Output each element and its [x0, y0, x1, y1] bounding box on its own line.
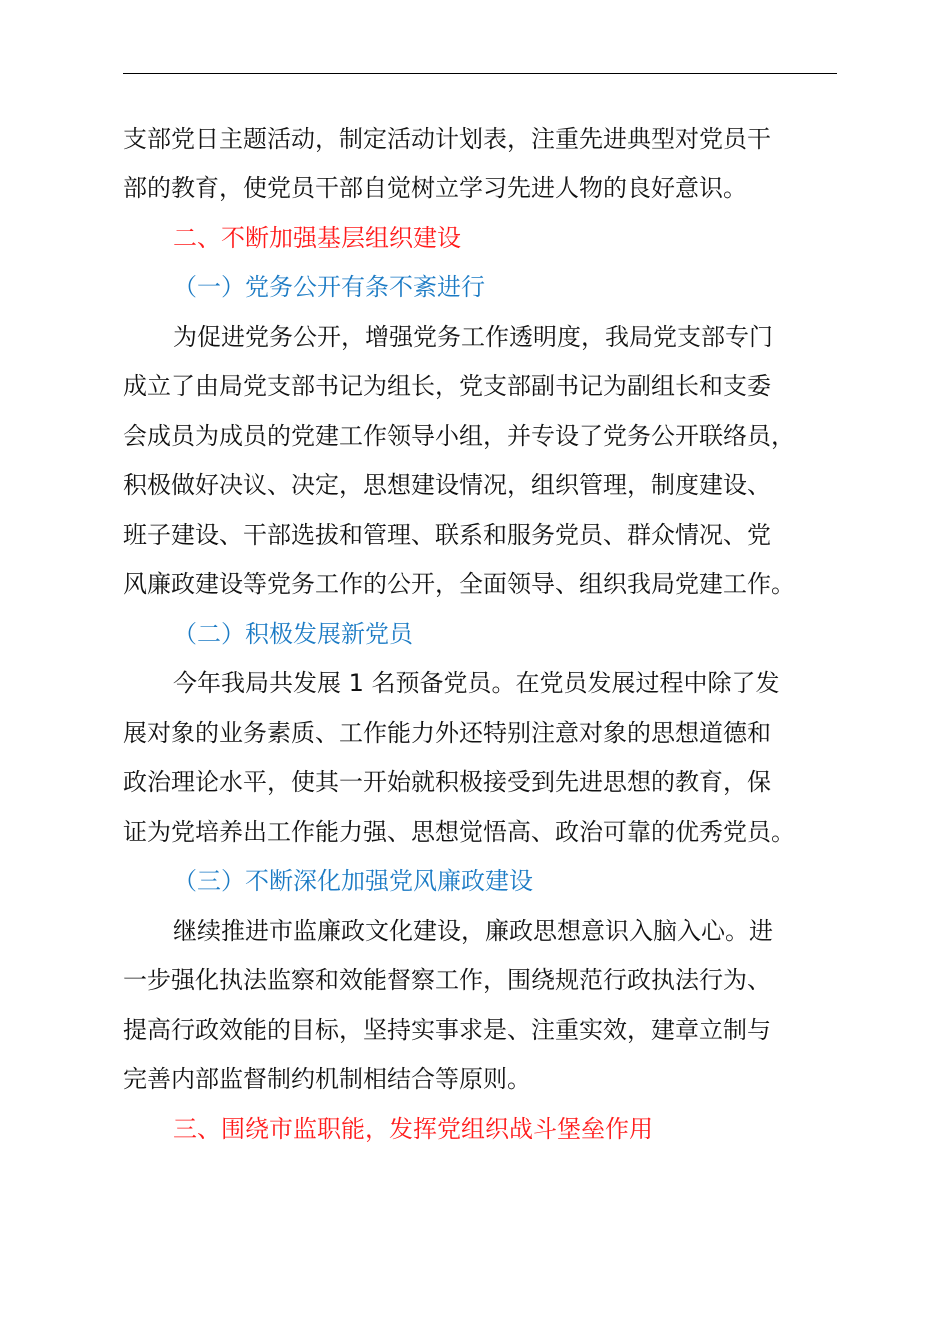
subsection-heading-2: （二）积极发展新党员	[173, 620, 413, 648]
body-line: 积极做好决议、决定，思想建设情况，组织管理，制度建设、	[123, 471, 771, 499]
body-line: 风廉政建设等党务工作的公开，全面领导、组织我局党建工作。	[123, 570, 795, 598]
header-rule	[123, 73, 837, 74]
body-line: 会成员为成员的党建工作领导小组，并专设了党务公开联络员，	[123, 422, 795, 450]
section-heading-2: 二、不断加强基层组织建设	[173, 224, 461, 252]
body-line: 部的教育，使党员干部自觉树立学习先进人物的良好意识。	[123, 174, 747, 202]
body-line: 完善内部监督制约机制相结合等原则。	[123, 1065, 531, 1093]
body-line: 今年我局共发展 1 名预备党员。在党员发展过程中除了发	[173, 669, 780, 697]
body-line: 班子建设、干部选拔和管理、联系和服务党员、群众情况、党	[123, 521, 771, 549]
body-line: 政治理论水平，使其一开始就积极接受到先进思想的教育，保	[123, 768, 771, 796]
body-line: 提高行政效能的目标，坚持实事求是、注重实效，建章立制与	[123, 1016, 771, 1044]
section-heading-3: 三、围绕市监职能，发挥党组织战斗堡垒作用	[173, 1115, 653, 1143]
body-line: 成立了由局党支部书记为组长，党支部副书记为副组长和支委	[123, 372, 771, 400]
subsection-heading-1: （一）党务公开有条不紊进行	[173, 273, 485, 301]
body-line: 证为党培养出工作能力强、思想觉悟高、政治可靠的优秀党员。	[123, 818, 795, 846]
body-line: 一步强化执法监察和效能督察工作，围绕规范行政执法行为、	[123, 966, 771, 994]
body-line: 支部党日主题活动，制定活动计划表，注重先进典型对党员干	[123, 125, 771, 153]
body-line: 继续推进市监廉政文化建设，廉政思想意识入脑入心。进	[173, 917, 773, 945]
subsection-heading-3: （三）不断深化加强党风廉政建设	[173, 867, 533, 895]
body-line: 展对象的业务素质、工作能力外还特别注意对象的思想道德和	[123, 719, 771, 747]
body-line: 为促进党务公开，增强党务工作透明度，我局党支部专门	[173, 323, 773, 351]
